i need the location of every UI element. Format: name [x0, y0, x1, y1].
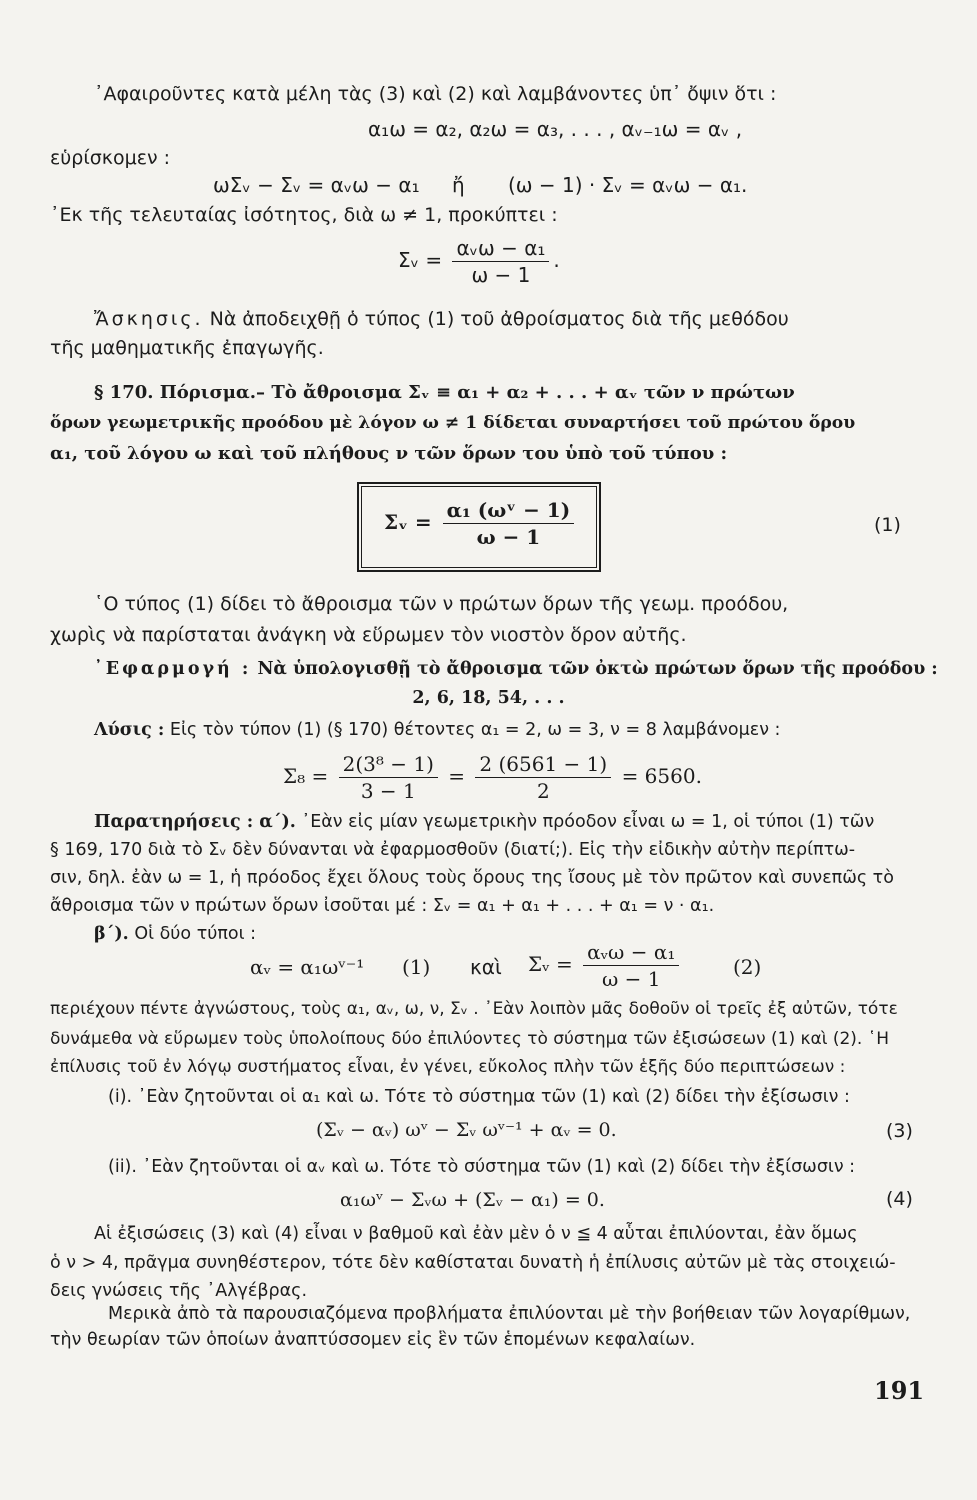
remarks-formula-2-number: (2): [733, 955, 762, 979]
remarks-a-text-1: ᾿Εὰν εἰς μίαν γεωμετρικὴν πρόοδον εἶναι ω = 1, οἱ τύποι (1) τῶν: [301, 812, 875, 832]
remarks-label: Παρατηρήσεις : α΄).: [94, 812, 296, 832]
final-line-2: τὴν θεωρίαν τῶν ὁποίων ἀναπτύσσομεν εἰς ἓν τῶν ἑπομένων κεφαλαίων.: [50, 1330, 696, 1350]
case-ii-equation-number: (4): [886, 1188, 913, 1210]
remarks-formula-2-lhs: Σᵥ =: [528, 952, 573, 976]
sigma-lhs: Σᵥ =: [398, 248, 443, 272]
solution-calculation: [283, 752, 702, 803]
calc-lhs: Σ₈ =: [283, 764, 329, 788]
remarks-b-line-2: δυνάμεθα νὰ εὕρωμεν τοὺς ὑπολοίπους δύο ἐπιλύοντες τὸ σύστημα τῶν ἐξισώσεων (1) καὶ (2). ῾Η: [50, 1029, 890, 1049]
calc-numerator-2: 2 (6561 − 1): [475, 752, 611, 778]
boxed-formula-content: [384, 498, 578, 549]
application-line: [94, 657, 938, 681]
exercise-label: Ἄσκησις.: [94, 308, 204, 330]
intro-finds: εὑρίσκομεν :: [50, 147, 171, 169]
remarks-b-line-1: περιέχουν πέντε ἀγνώστους, τοὺς α₁, αᵥ, ω, ν, Σᵥ . ᾿Εὰν λοιπὸν μᾶς δοθοῦν οἱ τρεῖς ἐξ αὐτῶν, τότε: [50, 999, 898, 1019]
remarks-b-line-3: ἐπίλυσις τοῦ ἐν λόγῳ συστήματος εἶναι, ἐν γένει, εὔκολος πλὴν τῶν ἑξῆς δύο περιπτώσεων :: [50, 1057, 846, 1077]
section-statement-3: α₁, τοῦ λόγου ω καὶ τοῦ πλήθους ν τῶν ὅρων του ὑπὸ τοῦ τύπου :: [50, 443, 728, 464]
intro-sum-equation-left: ωΣᵥ − Σᵥ = αᵥω − α₁: [213, 173, 420, 197]
sigma-numerator: αᵥω − α₁: [452, 236, 549, 262]
calc-equals: =: [448, 764, 466, 788]
formula-lhs: Σᵥ =: [384, 510, 432, 534]
case-ii-line: (ii). ᾿Εὰν ζητοῦνται οἱ αᵥ καὶ ω. Τότε τὸ σύστημα τῶν (1) καὶ (2) δίδει τὴν ἐξίσωσιν :: [108, 1157, 856, 1177]
remarks-a-line-3: σιν, δηλ. ἐὰν ω = 1, ἡ πρόοδος ἔχει ὅλους τοὺς ὅρους της ἴσους μὲ τὸν πρῶτον καὶ συνεπῶς τὸ: [50, 868, 894, 888]
sigma-fraction: [452, 236, 549, 287]
case-ii-equation: α₁ωᵛ − Σᵥω + (Σᵥ − α₁) = 0.: [340, 1189, 605, 1211]
remarks-b-text: Οἱ δύο τύποι :: [134, 924, 256, 944]
exercise-line-1: [94, 307, 789, 331]
sigma-denominator: ω − 1: [471, 263, 531, 287]
remarks-formula-and: καὶ: [470, 955, 502, 979]
formula-numerator: α₁ (ωᵛ − 1): [443, 498, 575, 524]
remarks-formula-1: αᵥ = α₁ωᵛ⁻¹: [250, 955, 365, 979]
intro-sum-or: ἤ: [452, 173, 465, 197]
intro-sum-equation-right: (ω − 1) · Σᵥ = αᵥω − α₁.: [508, 173, 748, 197]
case-i-line: (i). ᾿Εὰν ζητοῦνται οἱ α₁ καὶ ω. Τότε τὸ σύστημα τῶν (1) καὶ (2) δίδει τὴν ἐξίσωσιν :: [108, 1087, 850, 1107]
page-number: 191: [874, 1376, 925, 1405]
remarks-b-line: [94, 922, 256, 946]
application-sequence: 2, 6, 18, 54, . . .: [412, 688, 565, 708]
sigma-dot: .: [553, 248, 560, 272]
remarks-a-line-4: ἄθροισμα τῶν ν πρώτων ὅρων ἰσοῦται μέ : Σᵥ = α₁ + α₁ + . . . + α₁ = ν · α₁.: [50, 896, 715, 916]
calc-denominator-1: 3 − 1: [360, 779, 416, 803]
remarks-b-label: β΄).: [94, 924, 129, 944]
conclusion-line-1: Αἱ ἐξισώσεις (3) καὶ (4) εἶναι ν βαθμοῦ καὶ ἐὰν μὲν ὁ ν ≦ 4 αὗται ἐπιλύονται, ἐὰν ὅμως: [94, 1224, 858, 1244]
formula-denominator: ω − 1: [476, 525, 541, 549]
remarks-formula-1-number: (1): [402, 955, 431, 979]
application-label: ᾿Εφαρμογή :: [94, 659, 252, 679]
calc-fraction-2: [475, 752, 611, 803]
exercise-line-2: τῆς μαθηματικῆς ἐπαγωγῆς.: [50, 337, 324, 359]
application-text: Νὰ ὑπολογισθῇ τὸ ἄθροισμα τῶν ὀκτὼ πρώτων ὅρων τῆς προόδου :: [257, 659, 938, 679]
final-line-1: Μερικὰ ἀπὸ τὰ παρουσιαζόμενα προβλήματα ἐπιλύονται μὲ τὴν βοήθειαν τῶν λογαρίθμων,: [108, 1304, 911, 1324]
remarks-a-line-1: [94, 810, 874, 834]
section-170-line-1: [94, 381, 795, 405]
conclusion-line-3: δεις γνώσεις τῆς ᾿Αλγέβρας.: [50, 1281, 308, 1301]
calc-denominator-2: 2: [536, 779, 550, 803]
calc-numerator-1: 2(3⁸ − 1): [339, 752, 438, 778]
remarks-formula-2: [528, 940, 683, 991]
case-i-equation-number: (3): [886, 1120, 913, 1142]
intro-relations-equation: α₁ω = α₂, α₂ω = α₃, . . . , αᵥ₋₁ω = αᵥ ,: [368, 117, 743, 141]
conclusion-line-2: ὁ ν > 4, πρᾶγμα συνηθέστερον, τότε δὲν καθίσταται δυνατὴ ἡ ἐπίλυσις αὐτῶν μὲ τὰς στοιχειώ-: [50, 1253, 896, 1273]
formula-fraction: [443, 498, 575, 549]
calc-fraction-1: [339, 752, 438, 803]
intro-sigma-formula: [398, 236, 560, 287]
intro-last-equality-line: ᾿Εκ τῆς τελευταίας ἰσότητος, διὰ ω ≠ 1, προκύπτει :: [50, 204, 558, 226]
section-statement-2: ὅρων γεωμετρικῆς προόδου μὲ λόγον ω ≠ 1 δίδεται συναρτήσει τοῦ πρώτου ὅρου: [50, 413, 856, 433]
section-after-line-2: χωρὶς νὰ παρίσταται ἀνάγκη νὰ εὕρωμεν τὸν νιοστὸν ὅρον αὐτῆς.: [50, 624, 687, 646]
section-after-line-1: ῾Ο τύπος (1) δίδει τὸ ἄθροισμα τῶν ν πρώτων ὅρων τῆς γεωμ. προόδου,: [94, 593, 789, 615]
solution-text: Εἰς τὸν τύπον (1) (§ 170) θέτοντες α₁ = 2, ω = 3, ν = 8 λαμβάνομεν :: [169, 720, 781, 740]
solution-line: [94, 718, 780, 742]
intro-line-1: ᾿Αφαιροῦντες κατὰ μέλη τὰς (3) καὶ (2) καὶ λαμβάνοντες ὑπ᾿ ὄψιν ὅτι :: [94, 83, 777, 105]
solution-label: Λύσις :: [94, 720, 165, 740]
case-i-equation: (Σᵥ − αᵥ) ωᵛ − Σᵥ ωᵛ⁻¹ + αᵥ = 0.: [316, 1119, 617, 1141]
formula-number: (1): [874, 514, 901, 536]
remarks-a-line-2: § 169, 170 διὰ τὸ Σᵥ δὲν δύνανται νὰ ἐφαρμοσθοῦν (διατί;). Εἰς τὴν εἰδικὴν αὐτὴν περίπτω-: [50, 840, 856, 860]
section-statement-1: Τὸ ἄθροισμα Σᵥ ≡ α₁ + α₂ + . . . + αᵥ τῶν ν πρώτων: [271, 382, 795, 403]
remarks-formula-2-fraction: [583, 940, 679, 991]
calc-result: = 6560.: [621, 764, 702, 788]
remarks-formula-2-denominator: ω − 1: [601, 967, 661, 991]
exercise-text-1: Νὰ ἀποδειχθῇ ὁ τύπος (1) τοῦ ἀθροίσματος διὰ τῆς μεθόδου: [209, 308, 789, 330]
remarks-formula-2-numerator: αᵥω − α₁: [583, 940, 679, 966]
section-heading: § 170. Πόρισμα.–: [94, 382, 266, 403]
